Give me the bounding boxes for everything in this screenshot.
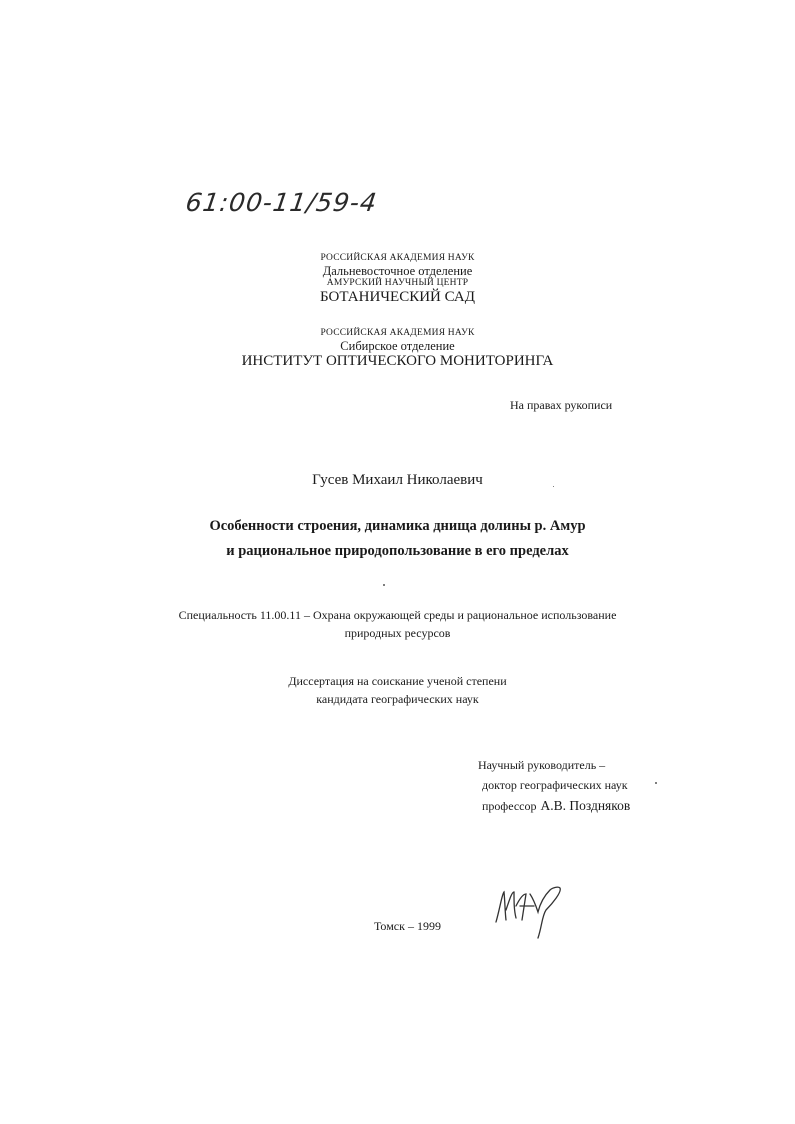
org2-institution: ИНСТИТУТ ОПТИЧЕСКОГО МОНИТОРИНГА — [241, 353, 554, 369]
org2-academy: РОССИЙСКАЯ АКАДЕМИЯ НАУК — [320, 328, 475, 338]
org1-center: АМУРСКИЙ НАУЧНЫЙ ЦЕНТР — [326, 278, 469, 288]
dissertation-title-line-1: Особенности строения, динамика днища долины р. Амур — [209, 518, 586, 534]
scan-speck — [553, 486, 554, 487]
org1-academy: РОССИЙСКАЯ АКАДЕМИЯ НАУК — [320, 253, 475, 263]
handwritten-signature — [490, 880, 570, 940]
author-name: Гусев Михаил Николаевич — [312, 472, 483, 488]
specialty-line-1: Специальность 11.00.11 – Охрана окружающей среды и рациональное использование — [178, 608, 617, 622]
org1-branch: Дальневосточное отделение — [322, 264, 473, 278]
degree-line-2: кандидата географических наук — [316, 692, 479, 706]
manuscript-rights: На правах рукописи — [510, 398, 613, 412]
advisor-line-1: Научный руководитель – — [478, 758, 606, 772]
degree-line-1: Диссертация на соискание ученой степени — [288, 674, 507, 688]
handwritten-archive-code: 61:00-11/59-4 — [183, 188, 380, 217]
scan-speck — [655, 782, 657, 784]
advisor-line-2: доктор географических наук — [482, 778, 628, 792]
org2-branch: Сибирское отделение — [340, 339, 455, 353]
advisor-title: профессор — [482, 799, 537, 813]
dissertation-title-line-2: и рациональное природопользование в его пределах — [226, 543, 569, 559]
specialty-line-2: природных ресурсов — [344, 626, 451, 640]
advisor-name: А.В. Поздняков — [540, 798, 631, 813]
scan-speck — [383, 584, 385, 586]
advisor-line-3 — [482, 797, 630, 815]
org1-institution: БОТАНИЧЕСКИЙ САД — [320, 289, 475, 305]
place-and-year: Томск – 1999 — [374, 919, 441, 933]
